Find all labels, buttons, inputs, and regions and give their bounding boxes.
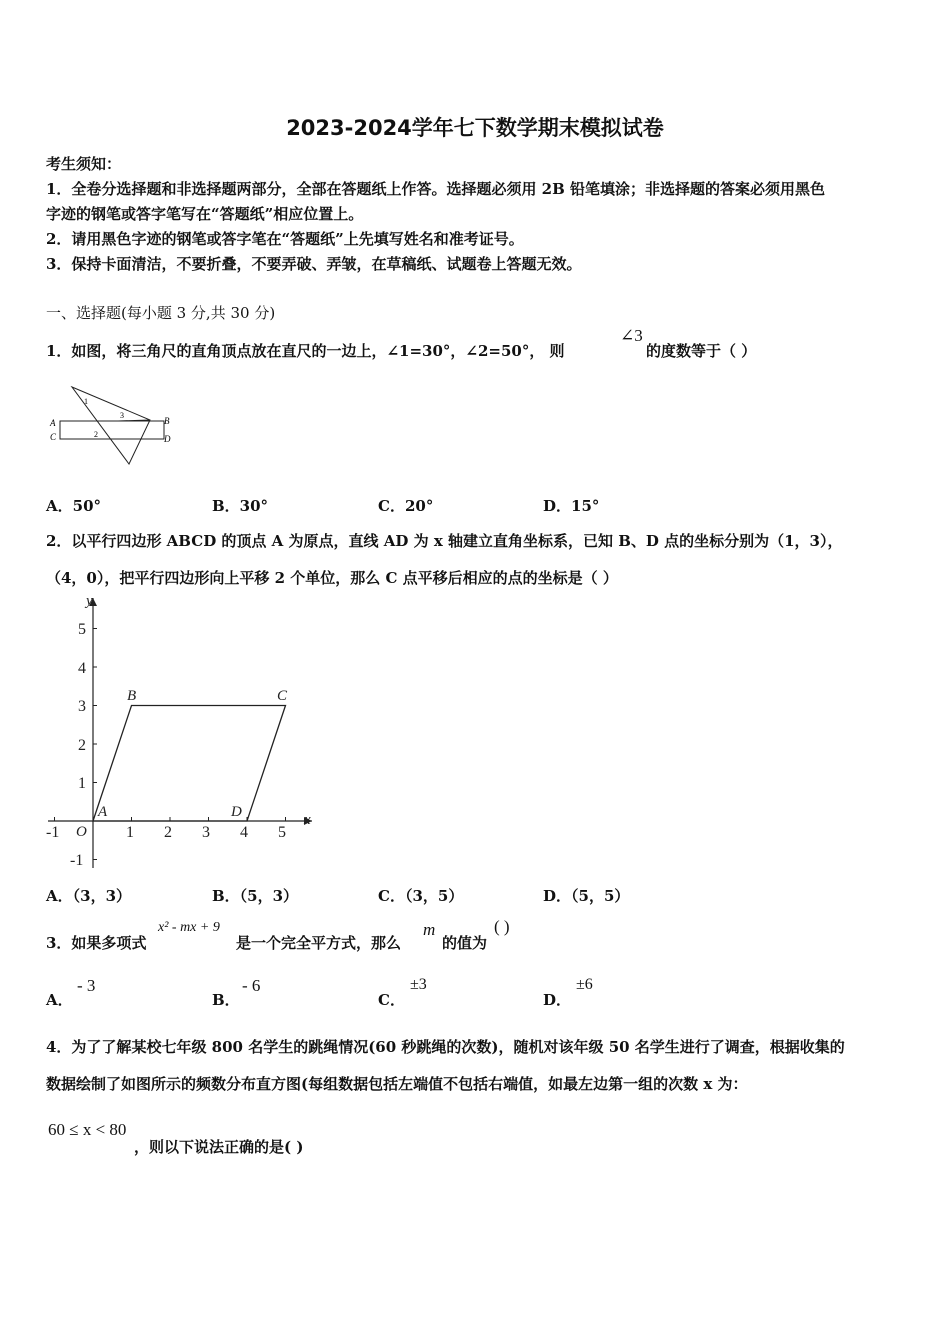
x-tick-5: 5: [278, 824, 286, 841]
q3-option-d[interactable]: D．: [543, 991, 572, 1009]
y-tick-2: 2: [78, 737, 86, 754]
q2-option-c[interactable]: C．（3，5）: [378, 887, 464, 905]
y-axis-label: y: [86, 593, 93, 609]
q2-option-b[interactable]: B．（5，3）: [212, 887, 299, 905]
notice-heading: 考生须知：: [46, 155, 122, 173]
q1-option-d[interactable]: D．15°: [543, 497, 600, 515]
fig1-angle-1: 1: [84, 397, 88, 406]
fig1-label-c: C: [50, 432, 57, 442]
fig1-label-a: A: [50, 418, 56, 428]
origin-label: O: [76, 824, 87, 840]
notice-item-1a: 1．全卷分选择题和非选择题两部分，全部在答题纸上作答。选择题必须用 2B 铅笔填涂；非选择题的答案必须用黑色: [46, 180, 826, 198]
x-tick-2: 2: [164, 824, 172, 841]
q1-option-c[interactable]: C．20°: [378, 497, 434, 515]
page-title: 2023-2024学年七下数学期末模拟试卷: [286, 116, 664, 140]
q4-inequality: 60 ≤ x < 80: [48, 1120, 127, 1139]
q3-post: 的值为: [442, 934, 488, 952]
point-d-label: D: [231, 804, 242, 820]
point-a-label: A: [98, 804, 108, 820]
x-tick-1: 1: [126, 824, 134, 841]
fig1-angle-3: 3: [120, 411, 124, 420]
fig1-label-b: B: [164, 416, 170, 426]
q2-option-a[interactable]: A．（3，3）: [46, 887, 132, 905]
fig1-label-d: D: [164, 434, 171, 444]
x-tick-4: 4: [240, 824, 248, 841]
q4-line-3: ，则以下说法正确的是( ): [134, 1138, 304, 1156]
notice-item-2: 2．请用黑色字迹的钢笔或答字笔在“答题纸”上先填写姓名和准考证号。: [46, 230, 524, 248]
x-axis-label: x: [304, 812, 311, 828]
q2-line-2: （4，0），把平行四边形向上平移 2 个单位，那么 C 点平移后相应的点的坐标是（ ）: [46, 569, 618, 587]
q4-line-2: 数据绘制了如图所示的频数分布直方图(每组数据包括左端值不包括右端值，如最左边第一组的次数 x 为：: [46, 1075, 748, 1093]
q1-angle3: ∠3: [620, 326, 643, 345]
point-b-label: B: [127, 688, 137, 704]
y-tick--1: -1: [70, 852, 84, 869]
notice-item-3: 3．保持卡面清洁，不要折叠，不要弄破、弄皱，在草稿纸、试题卷上答题无效。: [46, 255, 582, 273]
q1-text: 1．如图，将三角尺的直角顶点放在直尺的一边上，∠1=30°，∠2=50°， 则: [46, 342, 565, 360]
notice-item-1b: 字迹的钢笔或答字笔写在“答题纸”相应位置上。: [46, 205, 364, 223]
point-c-label: C: [277, 688, 288, 704]
q3-pre: 3．如果多项式: [46, 934, 147, 952]
x-tick-3: 3: [202, 824, 210, 841]
q3-answer-paren: ( ): [494, 917, 510, 936]
q3-option-c-value: ±3: [410, 976, 427, 993]
q3-option-b-value: - 6: [242, 976, 261, 995]
q2-coordinate-graph: [40, 592, 320, 874]
q3-option-a-value: - 3: [77, 976, 96, 995]
fig1-angle-2: 2: [94, 430, 98, 439]
q3-option-c[interactable]: C．: [378, 991, 405, 1009]
q3-option-b[interactable]: B．: [212, 991, 240, 1009]
x-tick--1: -1: [46, 824, 60, 841]
q1-figure: [44, 382, 184, 472]
q4-line-1: 4．为了了解某校七年级 800 名学生的跳绳情况(60 秒跳绳的次数)，随机对该年级 50 名学生进行了调查，根据收集的: [46, 1038, 845, 1056]
q3-option-a[interactable]: A．: [46, 991, 73, 1009]
q1-tail: 的度数等于（ ）: [646, 342, 757, 360]
q3-option-d-value: ±6: [576, 976, 593, 993]
y-tick-1: 1: [78, 775, 86, 792]
y-tick-5: 5: [78, 621, 86, 638]
q2-line-1: 2．以平行四边形 ABCD 的顶点 A 为原点，直线 AD 为 x 轴建立直角坐标系，已知 B、D 点的坐标分别为（1，3），: [46, 532, 843, 550]
section-heading: 一、选择题(每小题 3 分,共 30 分): [46, 304, 276, 322]
q2-option-d[interactable]: D．（5，5）: [543, 887, 630, 905]
q1-option-b[interactable]: B．30°: [212, 497, 269, 515]
q3-mid: 是一个完全平方式，那么: [236, 934, 402, 952]
y-tick-4: 4: [78, 660, 86, 677]
y-tick-3: 3: [78, 698, 86, 715]
q3-variable-m: m: [423, 920, 436, 939]
q1-option-a[interactable]: A．50°: [46, 497, 102, 515]
q3-polynomial: x² - mx + 9: [158, 920, 220, 935]
parallelogram-abcd: [93, 706, 286, 822]
